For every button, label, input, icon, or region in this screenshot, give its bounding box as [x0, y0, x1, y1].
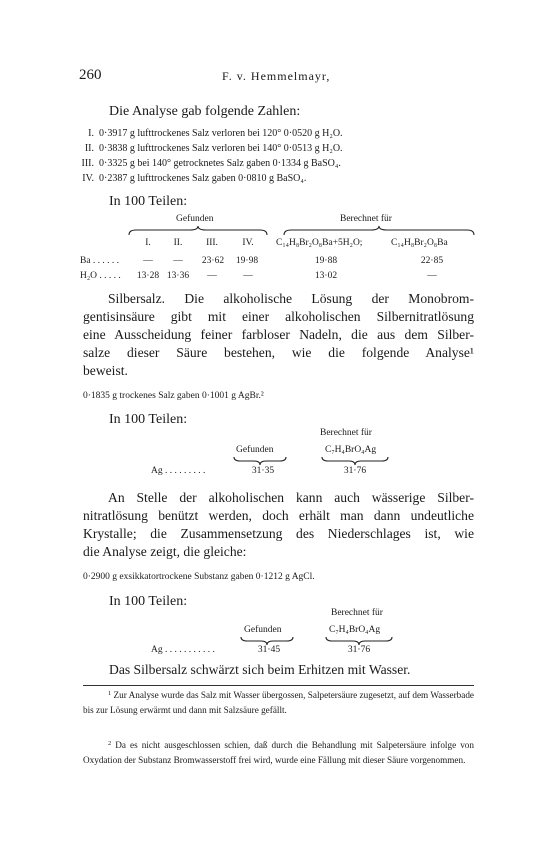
paragraph-line: salze dieser Säure bestehen, wie die folgende Analyse¹ [83, 345, 474, 360]
row-label: Ba . . . . . . [80, 256, 120, 266]
paragraph-line: Krystalle; die Zusammensetzung des Niederschlages ist, wie [83, 526, 474, 541]
table-title: In 100 Teilen: [109, 194, 188, 209]
table-cell: 19·88 [314, 256, 338, 266]
calculated-header: Berechnet für [320, 428, 372, 438]
table-cell: 13·36 [166, 271, 190, 281]
footnote-mark: 1 [108, 690, 112, 698]
row-label: Ag . . . . . . . . . . . [151, 645, 215, 655]
formula-header: C₁₄H₈Br₂O₈Ba [391, 238, 448, 248]
calculated-brace [325, 636, 393, 645]
analysis-line: 0·3917 g lufttrockenes Salz verloren bei 120° 0·0520 g H₂O. [99, 128, 343, 139]
formula-header: C₇H₄BrO₄Ag [325, 445, 377, 455]
analysis-line-number: III. [81, 158, 94, 169]
footnote [83, 688, 474, 718]
analysis-line-number: II. [84, 143, 94, 154]
closing-line: Das Silbersalz schwärzt sich beim Erhitzen mit Wasser. [109, 662, 411, 677]
table-title: In 100 Teilen: [109, 594, 188, 609]
table-cell: 13·02 [314, 271, 338, 281]
page-number: 260 [79, 67, 102, 83]
found-header: Gefunden [236, 445, 274, 455]
table-cell: — [143, 256, 153, 266]
table-cell: 31·76 [347, 645, 371, 655]
column-header: I. [145, 238, 151, 248]
column-header: IV. [242, 238, 254, 248]
running-head: F. v. Hemmelmayr, [222, 69, 331, 83]
paragraph-line: eine Ausscheidung feiner farbloser Nadeln, die aus dem Silber- [83, 327, 474, 342]
table-cell: 31·76 [343, 466, 367, 476]
row-label: H₂O . . . . . [80, 271, 121, 281]
row-label: Ag . . . . . . . . . [151, 466, 206, 476]
paragraph-line: nitratlösung benützt werden, doch erhält man dann undeutliche [83, 508, 474, 523]
found-brace [233, 456, 287, 465]
table-cell: 22·85 [420, 256, 444, 266]
found-header: Gefunden [244, 625, 282, 635]
footnote-text: Zur Analyse wurde das Salz mit Wasser übergossen, Salpetersäure zugesetzt, auf dem Wasserbade bis zur Lösung erwärmt und dann mit Salzsäure gefällt. [83, 690, 474, 715]
paragraph-line: Silbersalz. Die alkoholische Lösung der Monobrom- [108, 291, 474, 306]
found-header: Gefunden [176, 214, 214, 224]
paragraph-line: beweist. [83, 363, 128, 378]
calculated-brace [283, 226, 475, 236]
table-cell: 31·45 [257, 645, 281, 655]
footnote [83, 738, 474, 768]
table-cell: — [207, 271, 217, 281]
footnote-rule [83, 685, 474, 686]
found-brace [240, 636, 294, 645]
column-header: III. [206, 238, 218, 248]
paragraph-line: An Stelle der alkoholischen kann auch wässerige Silber- [108, 490, 474, 505]
calculated-brace [321, 456, 389, 465]
analysis-line: 0·2387 g lufttrockenes Salz gaben 0·0810 g BaSO₄. [99, 173, 307, 184]
formula-header: C₁₄H₈Br₂O₈Ba+5H₂O; [276, 238, 363, 248]
analysis-line: 0·2900 g exsikkatortrockene Substanz gaben 0·1212 g AgCl. [83, 572, 315, 582]
analysis-intro: Die Analyse gab folgende Zahlen: [109, 104, 301, 119]
table-cell: 19·98 [235, 256, 259, 266]
analysis-line: 0·3838 g lufttrockenes Salz verloren bei 140° 0·0513 g H₂O. [99, 143, 343, 154]
table-cell: 31·35 [251, 466, 275, 476]
table-cell: 23·62 [201, 256, 225, 266]
formula-header: C₇H₄BrO₄Ag [329, 625, 381, 635]
analysis-line-number: I. [88, 128, 94, 139]
table-cell: — [243, 271, 253, 281]
table-cell: — [173, 256, 183, 266]
table-cell: — [427, 271, 437, 281]
calculated-header: Berechnet für [340, 214, 392, 224]
calculated-header: Berechnet für [331, 608, 383, 618]
paragraph-line: die Analyse zeigt, die gleiche: [83, 544, 247, 559]
paragraph-line: gentisinsäure gibt mit einer alkoholischen Silbernitratlösung [83, 309, 474, 324]
column-header: II. [173, 238, 183, 248]
found-brace [128, 226, 268, 236]
footnote-text: Da es nicht ausgeschlossen schien, daß durch die Behandlung mit Salpetersäure infolge von Oxydation der Substanz Bromwasserstoff frei wird, wurde eine Fällung mit dieser Säure vorgenommen. [83, 740, 474, 765]
table-title: In 100 Teilen: [109, 412, 188, 427]
analysis-line-number: IV. [82, 173, 94, 184]
footnote-mark: 2 [108, 740, 112, 748]
table-cell: 13·28 [136, 271, 160, 281]
analysis-line: 0·3325 g bei 140° getrocknetes Salz gaben 0·1334 g BaSO₄. [99, 158, 341, 169]
analysis-line: 0·1835 g trockenes Salz gaben 0·1001 g AgBr.² [83, 391, 264, 401]
